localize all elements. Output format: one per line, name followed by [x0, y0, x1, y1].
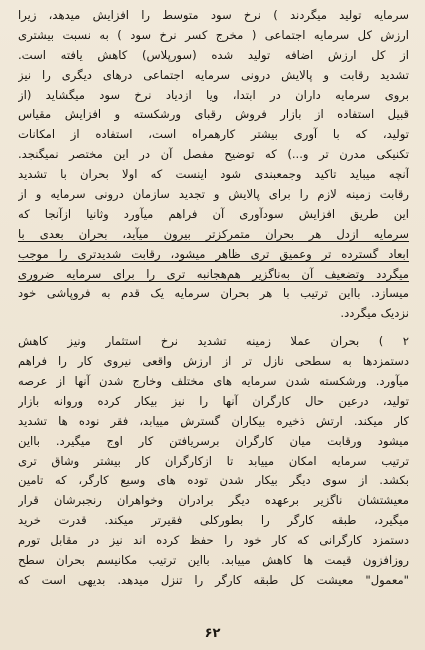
text-line: روزافزون قیمت ها کاهش مییابد. بااین ترتیب مکانیسم بحران سطح [18, 553, 409, 568]
text-line: دستمزد کارگرانی که کار خود را حفظ کرده اند نیز در مقابل تورم [18, 533, 409, 548]
underlined-text-line: سرمایه ازدل هر بحران متمرکزتر بیرون میآید، بحران بعدی با [18, 226, 409, 241]
text-line: میسازد. بااین ترتیب با هر بحران سرمایه یک قدم به فروپاشی خود [18, 286, 409, 301]
text-line: تکنیکی مدرن تر و...) که توضیح مفصل آن در این مختصر نمیگنجد. [18, 147, 409, 162]
text-line: معیشتشان ناگزیر برعهده دیگر برادران وخواهران رنجبرشان قرار [18, 493, 409, 508]
text-line: ترتیب سرمایه امکان مییابد تا ازکارگران کار بیشتر وشاق تری [18, 453, 409, 468]
text-line: ۲ ) بحران عملا زمینه تشدید نرخ استثمار ونیز کاهش [18, 334, 409, 349]
underlined-text-line: ابعاد گسترده تر وعمیق تری ظاهر میشود، رقابت شدیدتری را موجب [18, 246, 409, 261]
text-line: تولید، که با آوری بیشتر کارهمراه است، استفاده از امکانات [18, 127, 409, 142]
paragraph-gap [18, 324, 409, 332]
text-line: میشود ورقابت میان کارگران برسریافتن کار اوج میگیرد. بااین [18, 433, 409, 448]
text-line: کار میکند. ارتش ذخیره بیکاران گسترش مییابد، فقر نوده ها تشدید [18, 413, 409, 428]
text-line: بکشد. از سوی دیگر بیکار شدن توده های وسیع کارگر، که تامین [18, 473, 409, 488]
text-line: میگیرد، طبقه کارگر را بطورکلی فقیرتر میکند. قدرت خرید [18, 513, 409, 528]
text-line: نزدیک میگردد. [340, 306, 409, 321]
text-line: از کل ارزش اضافه تولید شده (سورپلاس) کاهش یافته است. [18, 47, 409, 62]
text-line: این طریق افزایش سودآوری آن فراهم میآورد وثانیا ازآنجا که [18, 206, 409, 221]
text-line: ارزش کل سرمایه اجتماعی ( مخرج کسر نرخ سود ) به نسبت بیشتری [18, 27, 409, 42]
text-line: رقابت زمینه لازم را برای پالایش و تجدید سازمان درونی سرمایه و از [18, 187, 409, 202]
text-line: دستمزدها به سطحی نازل تر از ارزش واقعی نیروی کار را فراهم [18, 354, 409, 369]
text-line: "معمول" معیشت کل طبقه کارگر را تنزل میدهد. بدیهی است که [18, 572, 409, 587]
text-line: قبیل استفاده از بازار فروش رقبای ورشکسته و افزایش مقیاس [18, 107, 409, 122]
page-text [18, 6, 409, 591]
text-line: بروی سرمایه داران در ابتدا، ویا ازدیاد نرخ سود میگشاید (از [18, 87, 409, 102]
underlined-text-line: میگردد وتضعیف آن به‌ناگزیر هم‌هجانبه تری را برای سرمایه ضروری [18, 266, 409, 281]
text-line: آنچه میباید تاکید وجمعبندی شود اینست که اولا بحران با تشدید [18, 167, 409, 182]
text-line: میآورد. ورشکسته شدن سرمایه های مختلف وخارج شدن آنها از عرصه [18, 374, 409, 389]
text-line: سرمایه تولید میگردند ) نرخ سود متوسط را افزایش میدهد، زیرا [18, 8, 409, 22]
text-line: تشدید رقابت و پالایش درونی سرمایه اجتماعی درهای دیگری را نیز [18, 67, 409, 82]
text-line: تولید، درعین حال کارگران آنها را نیز بیکار کرده وروانه بازار [18, 393, 409, 408]
page-number: ۶۲ [204, 626, 221, 641]
